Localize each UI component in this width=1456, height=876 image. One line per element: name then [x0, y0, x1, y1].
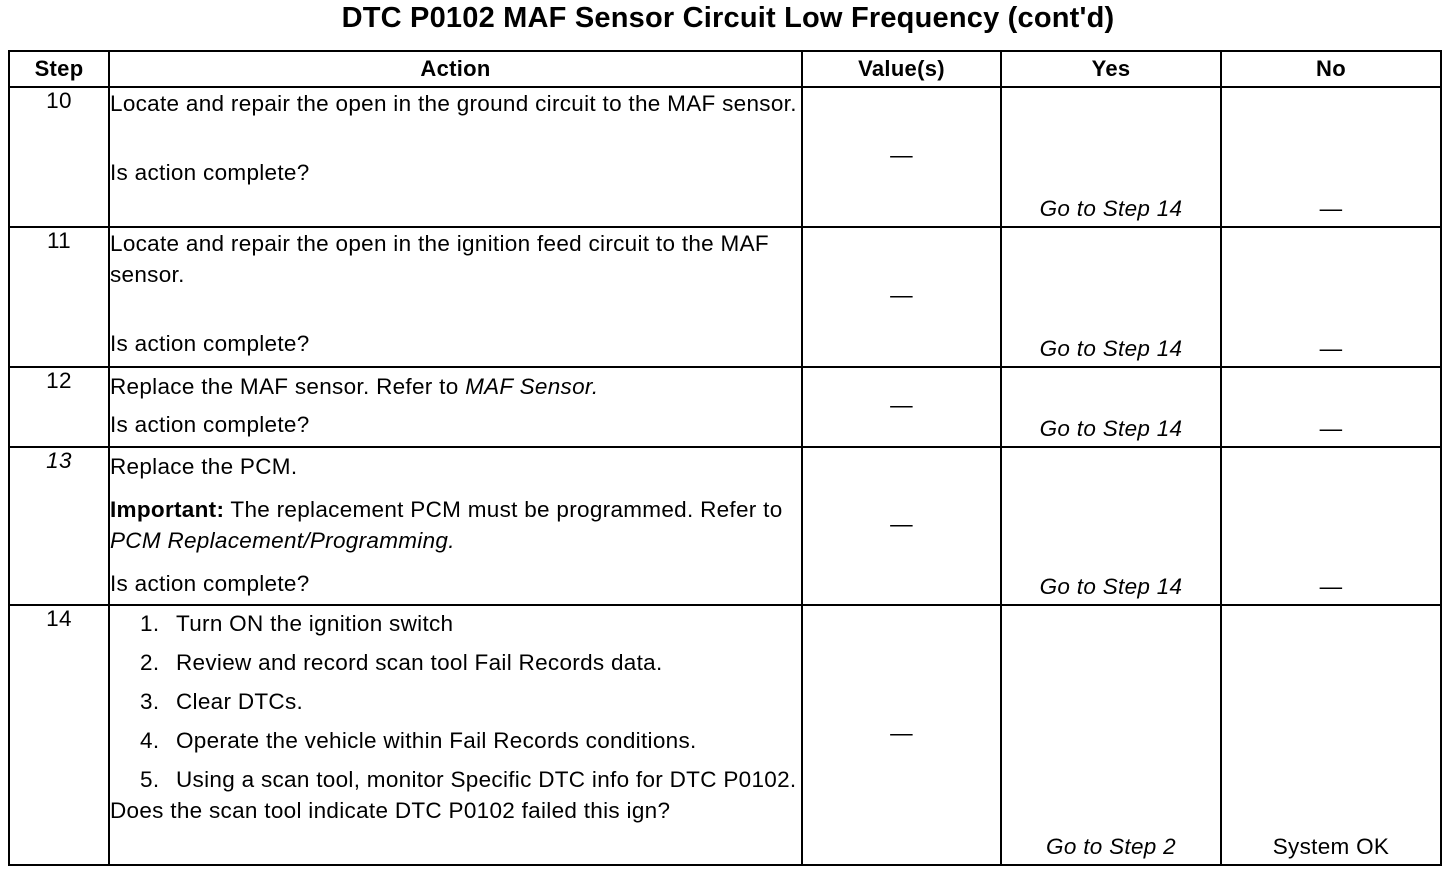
important-text: The replacement PCM must be programmed. Refer to: [224, 497, 783, 522]
yes-goto-link[interactable]: Go to Step 14: [1039, 416, 1183, 441]
yes-cell: [1001, 367, 1221, 447]
no-cell: [1221, 447, 1441, 605]
list-item: [140, 688, 801, 715]
action-question: Is action complete?: [110, 331, 310, 356]
yes-cell: [1001, 227, 1221, 367]
value-cell: [802, 447, 1001, 605]
list-item-number: 5.: [140, 767, 160, 792]
header-values: Value(s): [802, 51, 1001, 87]
table-row: [9, 605, 1441, 865]
action-text: [110, 371, 801, 402]
list-item-text: Turn ON the ignition switch: [176, 611, 454, 636]
list-item-text: Review and record scan tool Fail Records data.: [176, 650, 663, 675]
step-number: 11: [9, 227, 109, 367]
list-item: [140, 649, 801, 676]
value-cell: [802, 367, 1001, 447]
table-row: [9, 87, 1441, 227]
action-text: Locate and repair the open in the ignition feed circuit to the MAF sensor.: [110, 231, 769, 287]
yes-goto-link[interactable]: Go to Step 2: [1046, 834, 1176, 859]
no-dash: —: [1319, 196, 1343, 221]
procedure-list: [110, 610, 801, 793]
table-row: [9, 447, 1441, 605]
list-item: [140, 766, 801, 793]
list-item: [140, 727, 801, 754]
yes-goto-link[interactable]: Go to Step 14: [1039, 196, 1183, 221]
value-dash: —: [890, 392, 913, 418]
page-title: DTC P0102 MAF Sensor Circuit Low Frequency (cont'd): [341, 2, 1115, 34]
action-cell: [109, 367, 802, 447]
yes-cell: [1001, 87, 1221, 227]
header-no: No: [1221, 51, 1441, 87]
no-result: System OK: [1272, 834, 1390, 859]
no-cell: [1221, 605, 1441, 865]
list-item-number: 3.: [140, 689, 160, 714]
action-text-main: Replace the MAF sensor. Refer to: [110, 374, 466, 399]
header-yes: Yes: [1001, 51, 1221, 87]
action-reference[interactable]: MAF Sensor.: [465, 374, 599, 399]
value-dash: —: [890, 142, 913, 168]
no-dash: —: [1319, 416, 1343, 441]
list-item-text: Using a scan tool, monitor Specific DTC info for DTC P0102.: [176, 767, 797, 792]
yes-cell: [1001, 605, 1221, 865]
value-cell: [802, 605, 1001, 865]
header-action: Action: [109, 51, 802, 87]
value-dash: —: [890, 282, 913, 308]
value-cell: [802, 87, 1001, 227]
action-text: Locate and repair the open in the ground circuit to the MAF sensor.: [110, 91, 797, 116]
action-cell: [109, 227, 802, 367]
step-number: 14: [9, 605, 109, 865]
yes-goto-link[interactable]: Go to Step 14: [1039, 336, 1183, 361]
action-question: Does the scan tool indicate DTC P0102 failed this ign?: [110, 798, 671, 823]
value-dash: —: [890, 511, 913, 537]
action-text: Replace the PCM.: [110, 454, 298, 479]
value-cell: [802, 227, 1001, 367]
step-number: 10: [9, 87, 109, 227]
action-question: Is action complete?: [110, 412, 310, 437]
yes-goto-link[interactable]: Go to Step 14: [1039, 574, 1183, 599]
header-step: Step: [9, 51, 109, 87]
list-item: [140, 610, 801, 637]
step-number: 13: [9, 447, 109, 605]
step-number: 12: [9, 367, 109, 447]
no-dash: —: [1319, 336, 1343, 361]
list-item-number: 1.: [140, 611, 160, 636]
action-cell: [109, 87, 802, 227]
important-label: Important:: [110, 497, 225, 522]
list-item-text: Clear DTCs.: [176, 689, 304, 714]
list-item-number: 4.: [140, 728, 160, 753]
action-question: Is action complete?: [110, 571, 310, 596]
diagnostic-table: [8, 50, 1442, 866]
no-cell: [1221, 227, 1441, 367]
table-row: [9, 227, 1441, 367]
list-item-number: 2.: [140, 650, 160, 675]
list-item-text: Operate the vehicle within Fail Records conditions.: [176, 728, 697, 753]
action-cell: [109, 447, 802, 605]
no-cell: [1221, 367, 1441, 447]
header-row: [9, 51, 1441, 87]
action-cell: [109, 605, 802, 865]
value-dash: —: [890, 720, 913, 746]
table-row: [9, 367, 1441, 447]
important-note: [110, 494, 801, 556]
important-reference[interactable]: PCM Replacement/Programming.: [110, 528, 455, 553]
yes-cell: [1001, 447, 1221, 605]
action-question: Is action complete?: [110, 160, 310, 185]
no-cell: [1221, 87, 1441, 227]
no-dash: —: [1319, 574, 1343, 599]
